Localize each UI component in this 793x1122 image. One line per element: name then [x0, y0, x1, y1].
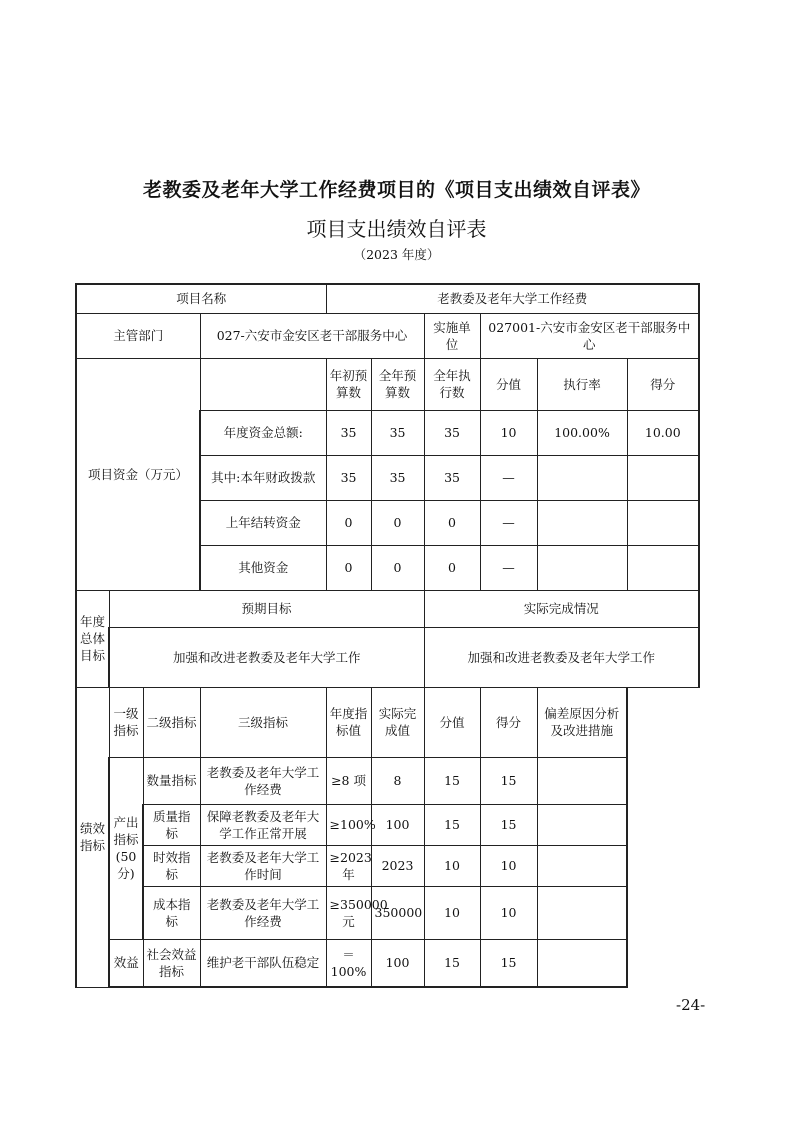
dept-value: 027-六安市金安区老干部服务中心: [200, 313, 424, 358]
indicator-actual: 100: [371, 939, 424, 987]
page-number: -24-: [676, 996, 706, 1014]
impl-value: 027001-六安市金安区老干部服务中心: [480, 313, 699, 358]
indicator-row: [76, 886, 699, 939]
indicator-got: 10: [480, 845, 537, 886]
funds-cell: 35: [371, 410, 424, 455]
indicator-header: 三级指标: [200, 687, 326, 757]
indicator-row: [76, 804, 699, 845]
project-name-row: [76, 284, 699, 313]
funds-cell: 10.00: [627, 410, 699, 455]
funds-header: 全年预算数: [371, 358, 424, 410]
goals-header-row: [76, 590, 699, 627]
indicator-got: 15: [480, 804, 537, 845]
funds-cell: 0: [424, 545, 480, 590]
actual-completion-label: 实际完成情况: [424, 590, 699, 627]
indicator-score: 15: [424, 804, 480, 845]
indicator-score: 15: [424, 757, 480, 804]
funds-cell: 35: [424, 410, 480, 455]
funds-cell: 10: [480, 410, 537, 455]
funds-cell: 0: [371, 500, 424, 545]
funds-header-row: [76, 358, 699, 410]
funds-header: 执行率: [537, 358, 627, 410]
indicator-l2: 质量指标: [143, 804, 200, 845]
indicator-deviation: [537, 886, 627, 939]
funds-row-label: 其他资金: [200, 545, 326, 590]
indicator-got: 15: [480, 757, 537, 804]
funds-row-label: 其中:本年财政拨款: [200, 455, 326, 500]
indicator-l3: 保障老教委及老年大学工作正常开展: [200, 804, 326, 845]
funds-cell: [537, 500, 627, 545]
project-name-value: 老教委及老年大学工作经费: [326, 284, 699, 313]
indicator-deviation: [537, 939, 627, 987]
document-title: 老教委及老年大学工作经费项目的《项目支出绩效自评表》: [142, 179, 650, 201]
indicator-target: ≥100%: [326, 804, 371, 845]
indicator-target: ≥2023年: [326, 845, 371, 886]
indicator-header: 得分: [480, 687, 537, 757]
funds-cell: 0: [424, 500, 480, 545]
indicator-actual: 8: [371, 757, 424, 804]
expected-goal-text: 加强和改进老教委及老年大学工作: [109, 627, 424, 687]
indicator-actual: 350000: [371, 886, 424, 939]
indicator-target: ≥350000元: [326, 886, 371, 939]
actual-completion-text: 加强和改进老教委及老年大学工作: [424, 627, 699, 687]
indicator-got: 15: [480, 939, 537, 987]
indicator-row: [76, 757, 699, 804]
funds-cell: 35: [371, 455, 424, 500]
indicator-score: 10: [424, 845, 480, 886]
indicator-header: 实际完成值: [371, 687, 424, 757]
annual-goal-label: 年度总体目标: [76, 590, 109, 687]
funds-cell: [627, 455, 699, 500]
funds-cell: 35: [424, 455, 480, 500]
indicator-l3: 老教委及老年大学工作时间: [200, 845, 326, 886]
expected-goal-label: 预期目标: [109, 590, 424, 627]
table-title: 项目支出绩效自评表: [306, 217, 487, 241]
indicator-target: ≥8 项: [326, 757, 371, 804]
benefit-indicator-label: 效益: [109, 939, 143, 987]
indicator-header: 偏差原因分析及改进措施: [537, 687, 627, 757]
funds-cell: 0: [371, 545, 424, 590]
indicator-row: [76, 939, 699, 987]
funds-cell: —: [480, 455, 537, 500]
performance-indicators-label: 绩效指标: [76, 687, 109, 987]
project-name-label: 项目名称: [76, 284, 326, 313]
funds-cell: 100.00%: [537, 410, 627, 455]
indicator-l3: 维护老干部队伍稳定: [200, 939, 326, 987]
indicator-l2: 成本指标: [143, 886, 200, 939]
funds-row-label: 上年结转资金: [200, 500, 326, 545]
funds-header-blank: [200, 358, 326, 410]
indicator-actual: 2023: [371, 845, 424, 886]
funds-cell: —: [480, 545, 537, 590]
funds-row-label: 年度资金总额:: [200, 410, 326, 455]
indicator-actual: 100: [371, 804, 424, 845]
output-indicator-label: 产出指标(50分): [109, 757, 143, 939]
dept-label: 主管部门: [76, 313, 200, 358]
goals-row: [76, 627, 699, 687]
indicator-got: 10: [480, 886, 537, 939]
indicator-target: ＝100%: [326, 939, 371, 987]
indicator-deviation: [537, 804, 627, 845]
indicator-l3: 老教委及老年大学工作经费: [200, 886, 326, 939]
funds-cell: 35: [326, 455, 371, 500]
indicator-header: 二级指标: [143, 687, 200, 757]
impl-label: 实施单位: [424, 313, 480, 358]
indicator-header: 年度指标值: [326, 687, 371, 757]
funds-cell: [627, 500, 699, 545]
funds-header: 得分: [627, 358, 699, 410]
indicator-score: 10: [424, 886, 480, 939]
indicator-l3: 老教委及老年大学工作经费: [200, 757, 326, 804]
funds-header: 分值: [480, 358, 537, 410]
indicator-header: 分值: [424, 687, 480, 757]
funds-header: 年初预算数: [326, 358, 371, 410]
funds-cell: 0: [326, 500, 371, 545]
indicator-l2: 时效指标: [143, 845, 200, 886]
funds-header: 全年执行数: [424, 358, 480, 410]
funds-cell: 0: [326, 545, 371, 590]
indicator-header-row: [76, 687, 699, 757]
funds-cell: [627, 545, 699, 590]
funds-label: 项目资金（万元）: [76, 358, 200, 590]
funds-cell: —: [480, 500, 537, 545]
self-evaluation-table: [75, 283, 700, 988]
department-row: [76, 313, 699, 358]
indicator-l2: 数量指标: [143, 757, 200, 804]
indicator-deviation: [537, 757, 627, 804]
funds-cell: [537, 455, 627, 500]
indicator-score: 15: [424, 939, 480, 987]
indicator-header: 一级指标: [109, 687, 143, 757]
indicator-l2: 社会效益指标: [143, 939, 200, 987]
indicator-row: [76, 845, 699, 886]
funds-cell: 35: [326, 410, 371, 455]
year-label: （2023 年度）: [353, 247, 440, 262]
funds-cell: [537, 545, 627, 590]
indicator-deviation: [537, 845, 627, 886]
